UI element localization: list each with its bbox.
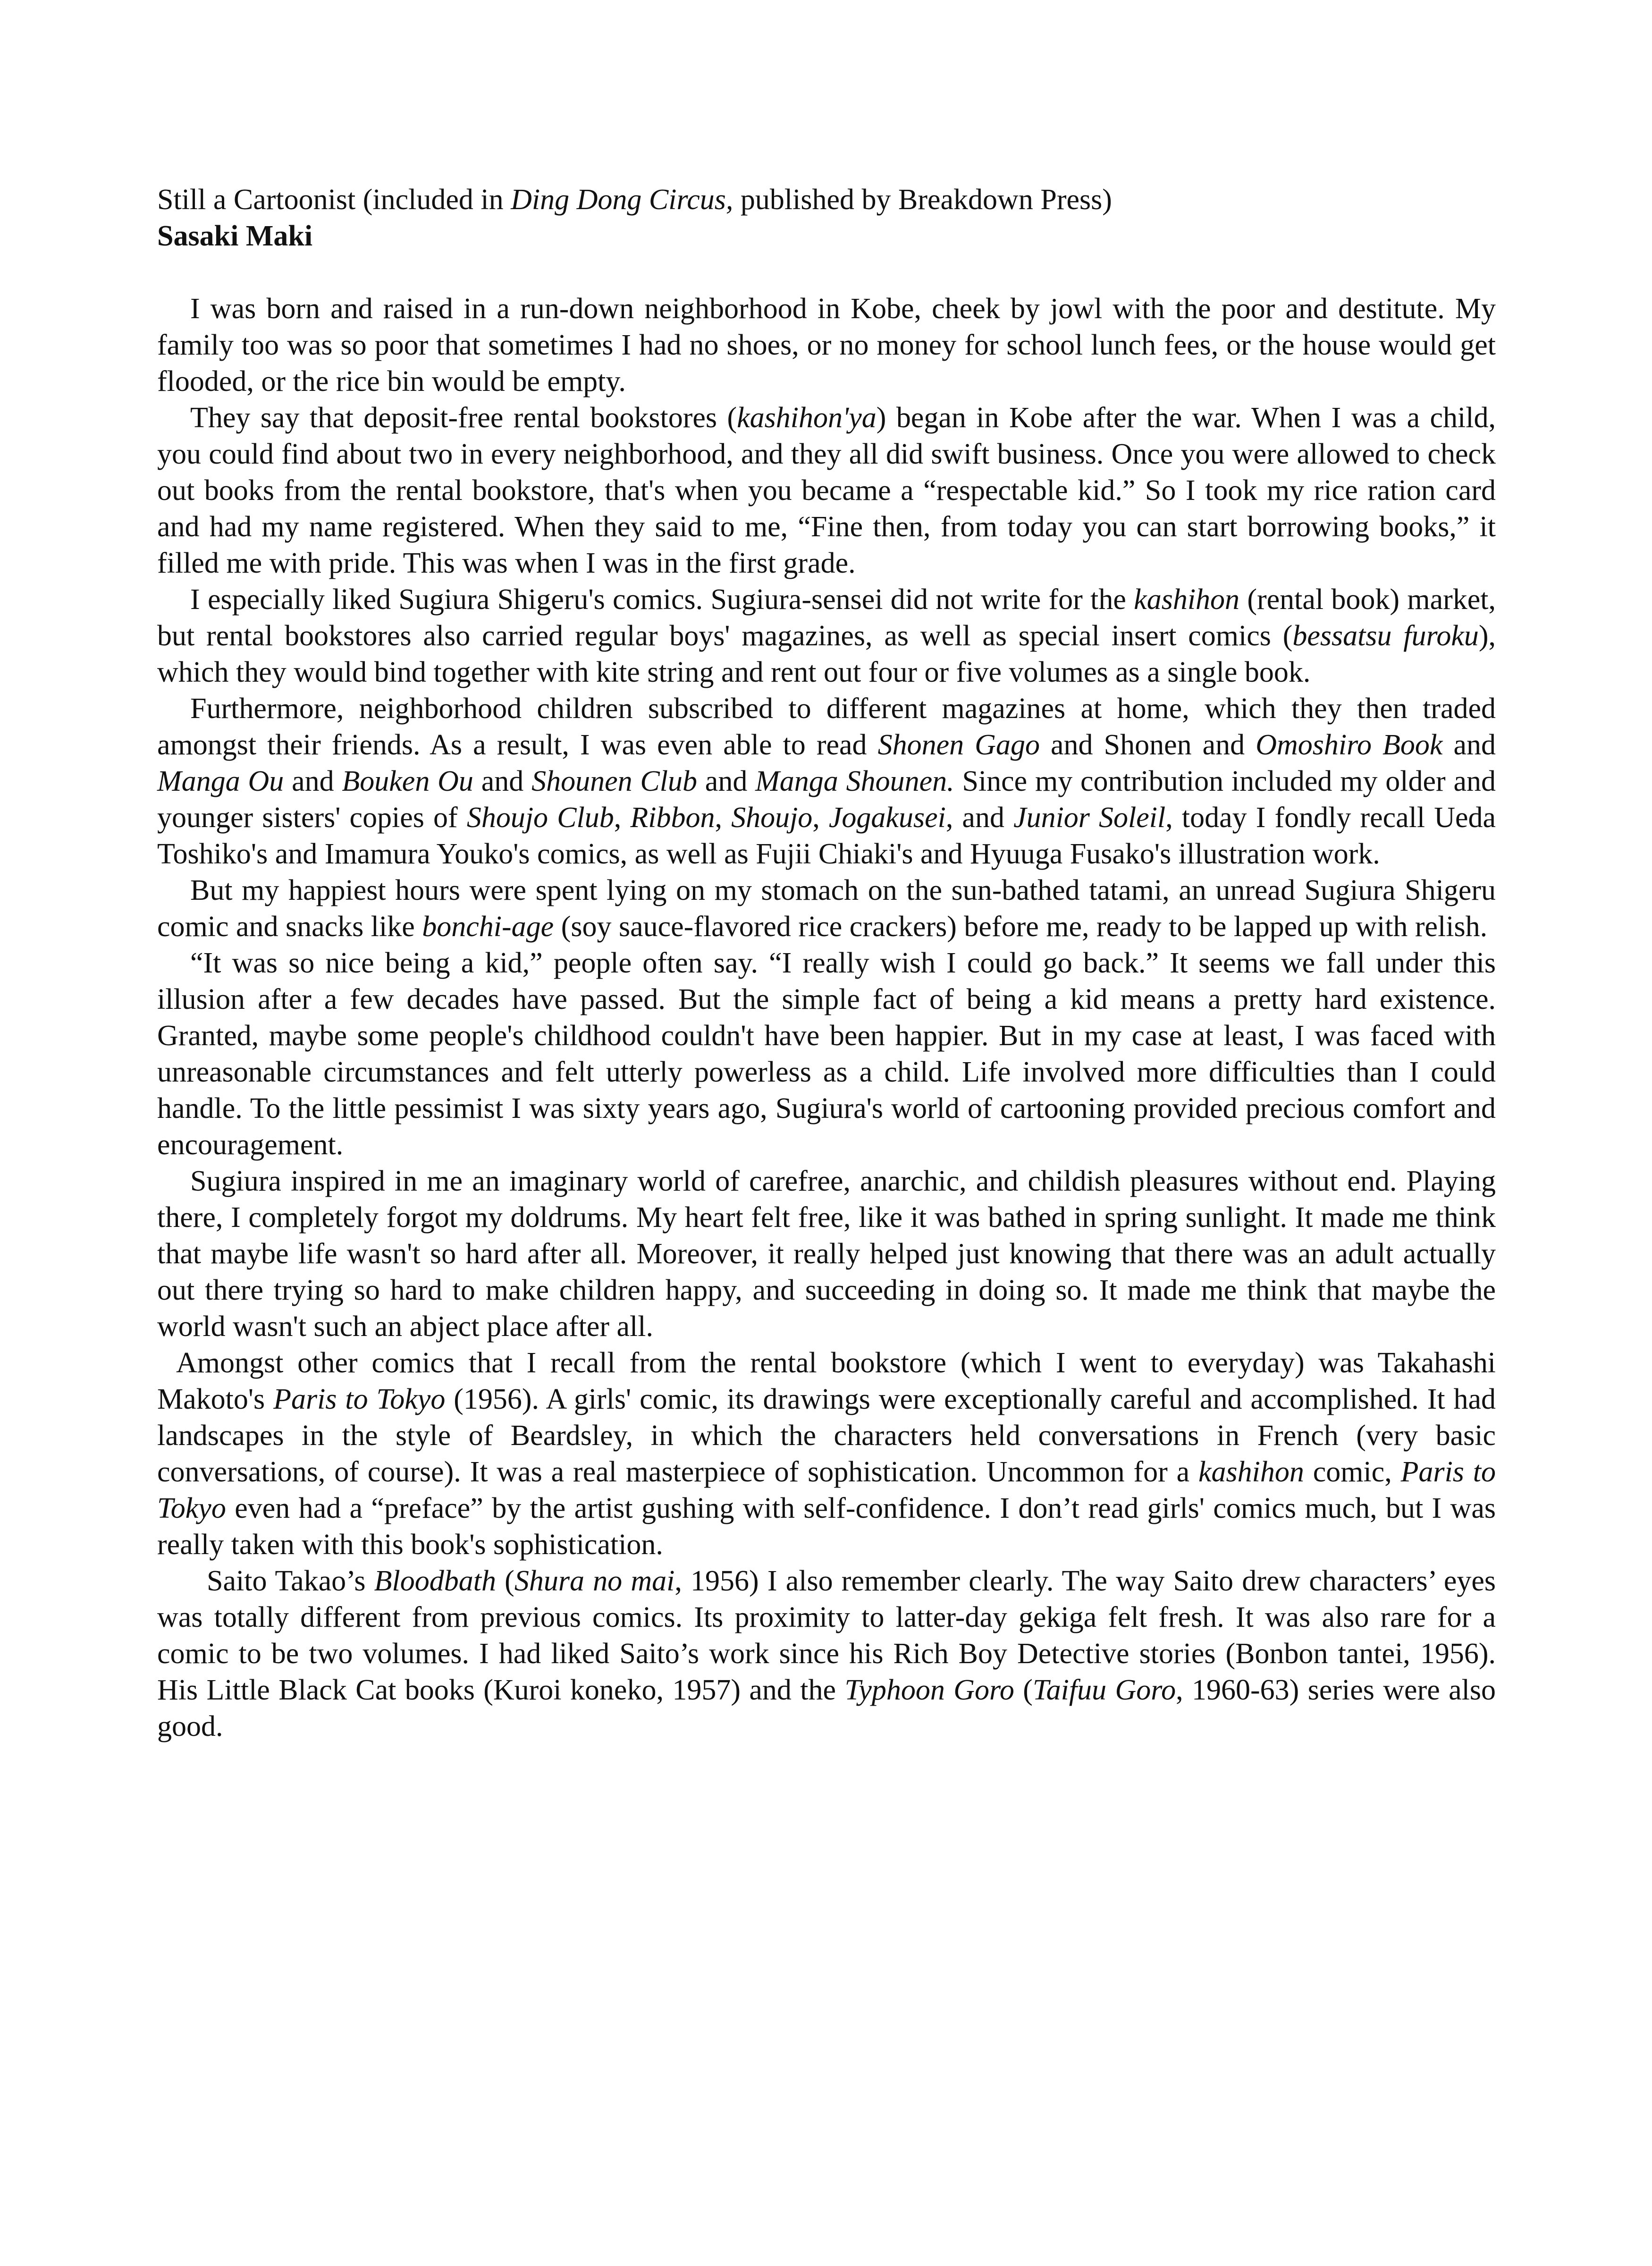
paragraph-6: “It was so nice being a kid,” people often say. “I really wish I could go back.” It seems we fall under this illusion after a few decades have passed. But the simple fact of being a kid means a pretty hard existence. Granted, maybe some people's childhood couldn't have been happier. But in my case at least, I was faced with unreasonable circumstances and felt utterly powerless as a child. Life involved more difficulties than I could handle. To the little pessimist I was sixty years ago, Sugiura's world of cartooning provided precious comfort and encouragement.	[157, 947, 1496, 1161]
paragraph-3: I especially liked Sugiura Shigeru's comics. Sugiura-sensei did not write for the kashihon (rental book) market, but rental bookstores also carried regular boys' magazines, as well as special insert comics (bessatsu furoku), which they would bind together with kite string and rent out four or five volumes as a single book.	[157, 583, 1496, 688]
paragraph-5: But my happiest hours were spent lying on my stomach on the sun-bathed tatami, an unread Sugiura Shigeru comic and snacks like bonchi-age (soy sauce-flavored rice crackers) before me, ready to be lapped up with relish.	[157, 874, 1496, 943]
paragraph-1: I was born and raised in a run-down neighborhood in Kobe, cheek by jowl with the poor and destitute. My family too was so poor that sometimes I had no shoes, or no money for school lunch fees, or the house would get flooded, or the rice bin would be empty.	[157, 293, 1496, 397]
title-text-end: published by Breakdown Press)	[733, 184, 1112, 216]
paragraph-4: Furthermore, neighborhood children subscribed to different magazines at home, which they then traded amongst their friends. As a result, I was even able to read Shonen Gago and Shonen and Omoshiro Book and Manga Ou and Bouken Ou and Shounen Club and Manga Shounen. Since my contribution included my older and younger sisters' copies of Shoujo Club, Ribbon, Shoujo, Jogakusei, and Junior Soleil, today I fondly recall Ueda Toshiko's and Imamura Youko's comics, as well as Fujii Chiaki's and Hyuuga Fusako's illustration work.	[157, 693, 1496, 870]
paragraph-8: Amongst other comics that I recall from the rental bookstore (which I went to everyday) was Takahashi Makoto's Paris to Tokyo (1956). A girls' comic, its drawings were exceptionally careful and accomplished. It had landscapes in the style of Beardsley, in which the characters held conversations in French (very basic conversations, of course). It was a real masterpiece of sophistication. Uncommon for a kashihon comic, Paris to Tokyo even had a “preface” by the artist gushing with self-confidence. I don’t read girls' comics much, but I was really taken with this book's sophistication.	[157, 1347, 1496, 1561]
document-page	[157, 182, 1496, 1745]
document-title	[157, 182, 1496, 218]
paragraph-7: Sugiura inspired in me an imaginary world of carefree, anarchic, and childish pleasures without end. Playing there, I completely forgot my doldrums. My heart felt free, like it was bathed in spring sunlight. It made me think that maybe life wasn't so hard after all. Moreover, it really helped just knowing that there was an adult actually out there trying so hard to make children happy, and succeeding in doing so. It made me think that maybe the world wasn't such an abject place after all.	[157, 1165, 1496, 1343]
paragraph-2: They say that deposit-free rental bookstores (kashihon'ya) began in Kobe after the war. When I was a child, you could find about two in every neighborhood, and they all did swift business. Once you were allowed to check out books from the rental bookstore, that's when you became a “respectable kid.” So I took my rice ration card and had my name registered. When they said to me, “Fine then, from today you can start borrowing books,” it filled me with pride. This was when I was in the first grade.	[157, 402, 1496, 579]
title-text: Still a Cartoonist (included in	[157, 184, 511, 216]
title-book-name: Ding Dong Circus,	[511, 184, 733, 216]
author-name: Sasaki Maki	[157, 220, 313, 252]
paragraph-9: Saito Takao’s Bloodbath (Shura no mai, 1956) I also remember clearly. The way Saito drew characters’ eyes was totally different from previous comics. Its proximity to latter-day gekiga felt fresh. It was also rare for a comic to be two volumes. I had liked Saito’s work since his Rich Boy Detective stories (Bonbon tantei, 1956). His Little Black Cat books (Kuroi koneko, 1957) and the Typhoon Goro (Taifuu Goro, 1960-63) series were also good.	[157, 1565, 1496, 1742]
